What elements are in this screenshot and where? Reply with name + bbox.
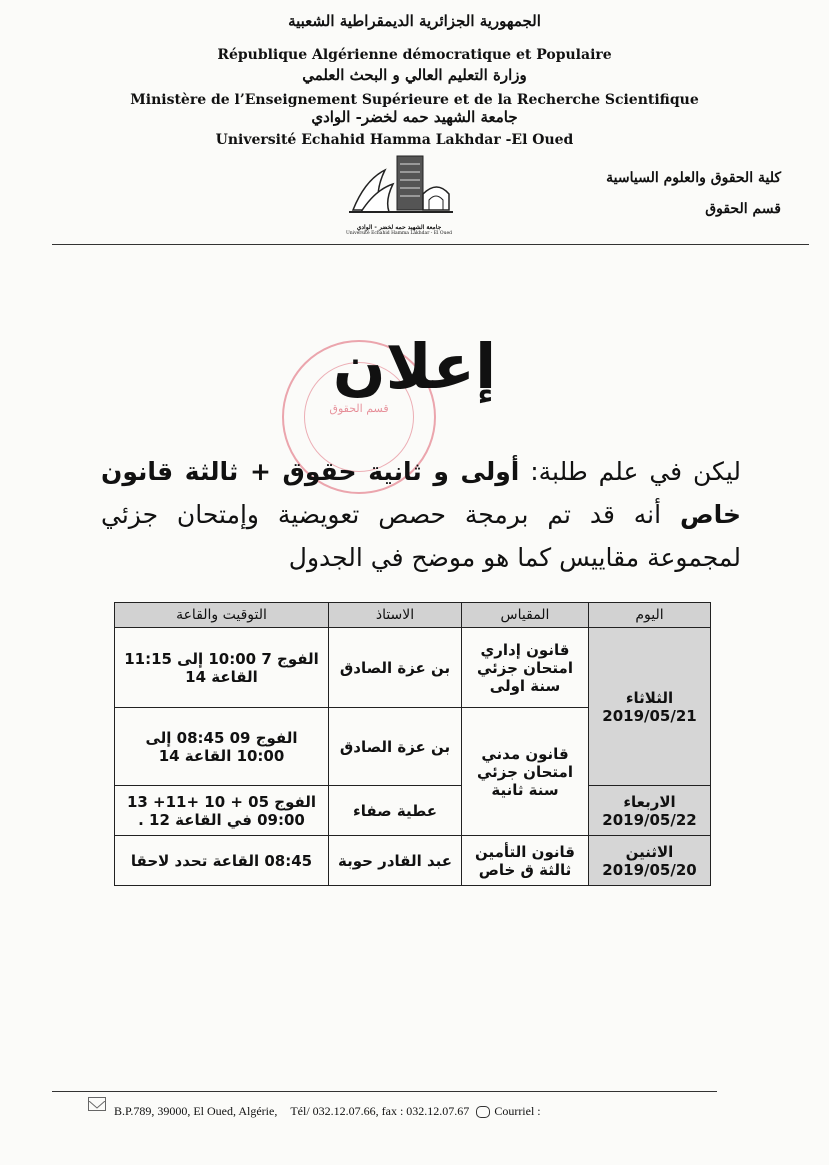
table-header-row — [115, 603, 711, 628]
faculty-name: كلية الحقوق والعلوم السياسية — [606, 170, 781, 186]
header-day: اليوم — [589, 603, 711, 628]
header-university-ar: جامعة الشهيد حمه لخضر- الوادي — [311, 108, 518, 126]
header-ministry-ar: وزارة التعليم العالي و البحث العلمي — [302, 66, 527, 84]
cell-day: الاربعاء 2019/05/22 — [589, 786, 711, 836]
header-university-fr: Université Echahid Hamma Lakhdar -El Oued — [215, 132, 574, 148]
cell-teacher: بن عزة الصادق — [329, 628, 462, 708]
header-divider — [52, 244, 809, 245]
cell-teacher: عبد القادر حوبة — [329, 836, 462, 886]
announcement-title: إعلان — [332, 330, 497, 403]
announcement-rest: أنه قد تم برمجة حصص تعويضية وإمتحان جزئي لمجموعة مقاييس كما هو موضح في الجدول — [101, 500, 741, 572]
cell-teacher: بن عزة الصادق — [329, 708, 462, 786]
table-row — [115, 786, 711, 836]
header-teacher: الاستاذ — [329, 603, 462, 628]
header-republic-ar: الجمهورية الجزائرية الديمقراطية الشعبية — [288, 12, 541, 30]
department-name: قسم الحقوق — [705, 201, 781, 217]
cell-timing: الفوج 09 08:45 إلى 10:00 القاعة 14 — [115, 708, 329, 786]
table-row — [115, 836, 711, 886]
seal-text: قسم الحقوق — [329, 402, 389, 415]
cell-day: الاثنين 2019/05/20 — [589, 836, 711, 886]
header-ministry-fr: Ministère de l’Enseignement Supérieure et de la Recherche Scientifique — [130, 92, 699, 108]
cell-subject: قانون إداري امتحان جزئي سنة اولى — [462, 628, 589, 708]
mail-icon — [88, 1097, 106, 1111]
footer-address: B.P.789, 39000, El Oued, Algérie, — [114, 1104, 278, 1118]
footer-phone: Tél/ 032.12.07.66, fax : 032.12.07.67 — [290, 1104, 470, 1118]
cell-day: الثلاثاء 2019/05/21 — [589, 628, 711, 786]
schedule-table — [114, 602, 711, 886]
cell-subject: قانون مدني امتحان جزئي سنة ثانية — [462, 708, 589, 836]
footer-email-label: Courriel : — [494, 1104, 541, 1118]
header-timing: التوقيت والقاعة — [115, 603, 329, 628]
announcement-body — [101, 450, 741, 579]
table-row — [115, 628, 711, 708]
logo-caption-ar: جامعة الشهيد حمه لخضر - الوادي — [356, 224, 442, 231]
footer-divider — [52, 1091, 717, 1092]
cell-timing: الفوج 05 + 10 +11+ 13 09:00 في القاعة 12 . — [115, 786, 329, 836]
cell-subject: قانون التأمين ثالثة ق خاص — [462, 836, 589, 886]
header-republic-fr: République Algérienne démocratique et Populaire — [217, 47, 612, 63]
university-logo — [345, 150, 457, 236]
cell-timing: الفوج 7 10:00 إلى 11:15 القاعة 14 — [115, 628, 329, 708]
footer-contact — [114, 1104, 541, 1119]
header-subject: المقياس — [462, 603, 589, 628]
university-logo-icon — [345, 150, 457, 220]
phone-icon — [476, 1106, 490, 1118]
logo-caption-fr: Université Echahid Hamma Lakhdar - El Oued — [345, 231, 453, 236]
announcement-intro: ليكن في علم طلبة: — [519, 457, 741, 486]
cell-teacher: عطية صفاء — [329, 786, 462, 836]
cell-timing: 08:45 القاعة تحدد لاحقا — [115, 836, 329, 886]
announcement-target-students: أولى و ثانية حقوق + ثالثة قانون خاص — [101, 457, 741, 529]
